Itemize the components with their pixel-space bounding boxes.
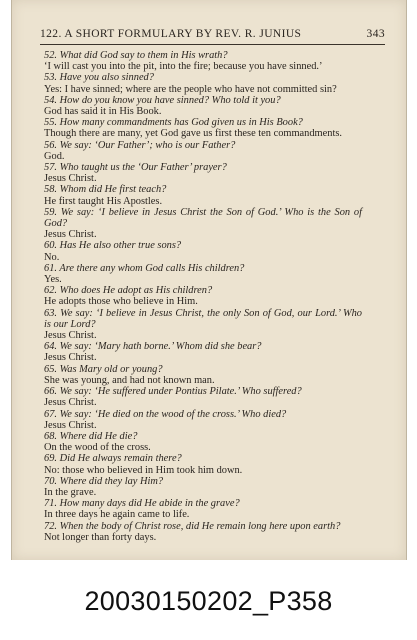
question-line: 55. How many commandments has God given us in His Book?	[44, 117, 303, 129]
question-line: 62. Who does He adopt as His children?	[44, 285, 213, 297]
answer-line: In the grave.	[44, 486, 97, 498]
image-caption: 20030150202_P358	[84, 586, 333, 616]
question-line: 68. Where did He die?	[44, 430, 138, 442]
question-line: 52. What did God say to them in His wrath?	[44, 50, 228, 61]
answer-line: No: those who believed in Him took him down.	[44, 464, 243, 476]
question-line: 65. Was Mary old or young?	[44, 363, 163, 375]
catechism-text	[44, 50, 362, 543]
answer-line: Jesus Christ.	[44, 419, 97, 431]
answer-line: Jesus Christ.	[44, 352, 97, 364]
answer-line: Yes.	[44, 274, 62, 286]
question-line: 71. How many days did He abide in the grave?	[44, 498, 240, 510]
question-line: 72. When the body of Christ rose, did He remain long here upon earth?	[44, 520, 341, 532]
answer-line: God.	[44, 150, 65, 162]
question-line: 61. Are there any whom God calls His children?	[44, 262, 245, 274]
question-line: 66. We say: ‘He suffered under Pontius Pilate.’ Who suffered?	[44, 386, 302, 398]
header-rule	[40, 44, 385, 45]
question-line: 63. We say: ‘I believe in Jesus Christ, the only Son of God, our Lord.’ Who is our Lord?	[44, 307, 362, 330]
answer-line: He first taught His Apostles.	[44, 195, 163, 207]
answer-line: Though there are many, yet God gave us first these ten commandments.	[44, 128, 342, 140]
page-number: 343	[366, 28, 385, 40]
answer-line: ‘I will cast you into the pit, into the fire; because you have sinned.’	[44, 61, 323, 73]
answer-line: Jesus Christ.	[44, 229, 97, 241]
running-header-title: 122. A SHORT FORMULARY BY REV. R. JUNIUS	[40, 28, 302, 40]
answer-line: God has said it in His Book.	[44, 106, 162, 118]
question-line: 64. We say: ‘Mary hath borne.’ Whom did she bear?	[44, 341, 262, 353]
question-line: 59. We say: ‘I believe in Jesus Christ the Son of God.’ Who is the Son of God?	[44, 206, 362, 230]
answer-line: Not longer than forty days.	[44, 531, 157, 543]
answer-line: Jesus Christ.	[44, 173, 97, 185]
question-line: 58. Whom did He first teach?	[44, 184, 167, 196]
answer-line: He adopts those who believe in Him.	[44, 296, 198, 308]
answer-line: No.	[44, 251, 60, 263]
question-line: 60. Has He also other true sons?	[44, 240, 182, 252]
answer-line: She was young, and had not known man.	[44, 374, 215, 386]
question-line: 56. We say: ‘Our Father’; who is our Father?	[44, 139, 236, 151]
question-line: 70. Where did they lay Him?	[44, 475, 164, 487]
question-line: 67. We say: ‘He died on the wood of the cross.’ Who died?	[44, 408, 287, 420]
question-line: 54. How do you know you have sinned? Who told it you?	[44, 94, 281, 106]
answer-line: Jesus Christ.	[44, 330, 97, 342]
question-line: 69. Did He always remain there?	[44, 453, 182, 465]
answer-line: Yes: I have sinned; where are the people who have not committed sin?	[44, 83, 337, 95]
answer-line: Jesus Christ.	[44, 397, 97, 409]
question-line: 57. Who taught us the ‘Our Father’ prayer?	[44, 162, 227, 174]
answer-line: In three days he again came to life.	[44, 509, 190, 521]
answer-line: On the wood of the cross.	[44, 442, 151, 454]
question-line: 53. Have you also sinned?	[44, 72, 154, 84]
